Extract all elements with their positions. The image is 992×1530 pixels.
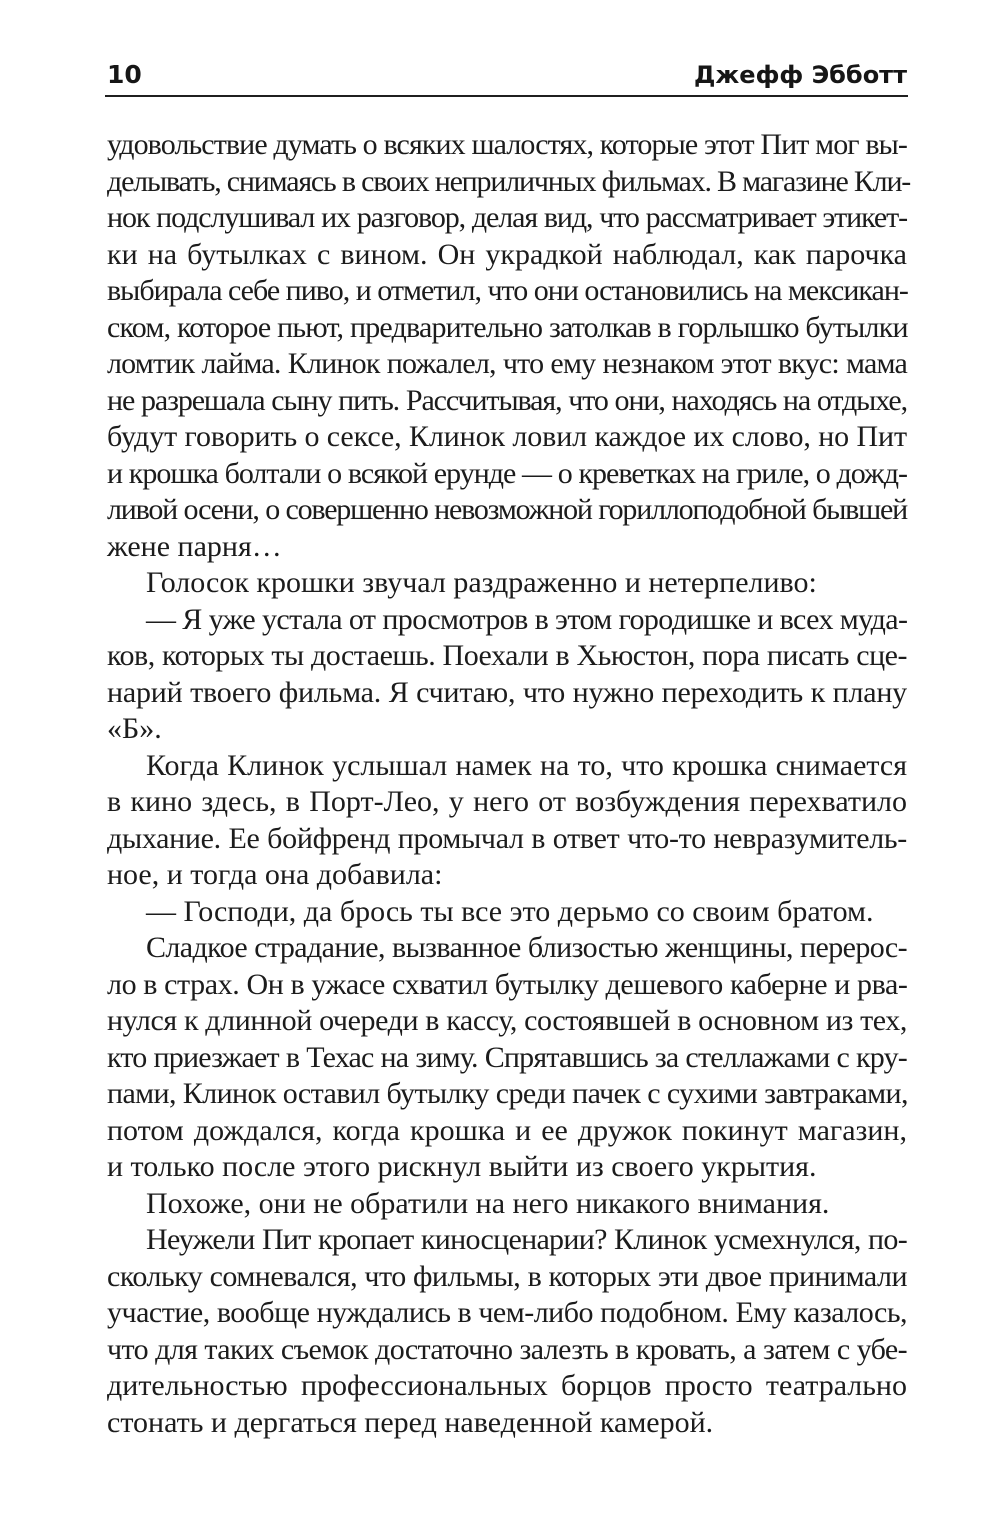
text-line: удовольствие думать о всяких шалостях, которые этот Пит мог вы- (107, 128, 907, 161)
text-line: Когда Клинок услышал намек на то, что крошка снимается (146, 748, 907, 782)
text-line: ло в страх. Он в ужасе схватил бутылку дешевого каберне и рва- (107, 967, 908, 1001)
text-line: ков, которых ты достаешь. Поехали в Хьюстон, пора писать сце- (107, 639, 907, 672)
text-line: — Я уже устала от просмотров в этом городишке и всех муда- (146, 602, 908, 636)
text-line: Похоже, они не обратили на него никакого внимания. (146, 1186, 830, 1220)
text-line: ломтик лайма. Клинок пожалел, что ему незнаком этот вкус: мама (107, 347, 907, 380)
text-line: ливой осени, о совершенно невозможной гориллоподобной бывшей (107, 493, 907, 526)
text-line: пами, Клинок оставил бутылку среди пачек с сухими завтраками, (107, 1077, 908, 1110)
text-line: нарий твоего фильма. Я считаю, что нужно переходить к плану (107, 675, 907, 709)
text-line: в кино здесь, в Порт-Лео, у него от возбуждения перехватило (107, 785, 907, 818)
text-line: будут говорить о сексе, Клинок ловил каждое их слово, но Пит (107, 420, 907, 453)
text-line: делывать, снимаясь в своих неприличных фильмах. В магазине Кли- (107, 164, 911, 198)
text-line: стонать и дергаться перед наведенной камерой. (107, 1405, 714, 1439)
text-line: нок подслушивал их разговор, делая вид, что рассматривает этикет- (107, 201, 907, 234)
text-line: дыхание. Ее бойфренд промычал в ответ что-то невразумитель- (107, 821, 907, 855)
body-text (107, 127, 911, 1441)
running-head-author: Джефф Эбботт (694, 61, 907, 89)
text-line: потом дождался, когда крошка и ее дружок покинут магазин, (107, 1113, 907, 1147)
text-line: и только после этого рискнул выйти из своего укрытия. (107, 1150, 817, 1183)
text-line: нулся к длинной очереди в кассу, состоявшей в основном из тех, (107, 1004, 907, 1037)
text-line: жене парня… (107, 529, 282, 563)
running-header (107, 60, 907, 96)
page-number: 10 (107, 60, 142, 89)
text-line: участие, вообще нуждались в чем-либо подобном. Ему казалось, (107, 1296, 907, 1329)
header-rule (105, 95, 908, 97)
text-line: ки на бутылках с вином. Он украдкой наблюдал, как парочка (107, 237, 907, 271)
text-line: ное, и тогда она добавила: (107, 858, 443, 891)
text-line: скольку сомневался, что фильмы, в которых эти двое принимали (107, 1259, 907, 1293)
text-line: Голосок крошки звучал раздраженно и нетерпеливо: (146, 566, 817, 599)
text-line: что для таких съемок достаточно залезть в кровать, а затем с убе- (107, 1332, 907, 1366)
text-line: выбирала себе пиво, и отметил, что они остановились на мексикан- (107, 274, 908, 307)
text-line: Сладкое страдание, вызванное близостью женщины, перерос- (146, 931, 907, 964)
text-line: «Б». (107, 712, 162, 745)
text-line: — Господи, да брось ты все это дерьмо со своим братом. (146, 894, 874, 928)
text-line: и крошка болтали о всякой ерунде — о креветках на гриле, о дожд- (107, 456, 907, 490)
text-line: кто приезжает в Техас на зиму. Спрятавшись за стеллажами с кру- (107, 1040, 907, 1074)
text-line: дительностью профессиональных борцов просто театрально (107, 1369, 907, 1402)
text-line: Неужели Пит кропает киносценарии? Клинок усмехнулся, по- (146, 1223, 907, 1256)
text-line: не разрешала сыну пить. Рассчитывая, что они, находясь на отдыхе, (107, 383, 907, 417)
text-line: ском, которое пьют, предварительно затолкав в горлышко бутылки (107, 310, 908, 344)
